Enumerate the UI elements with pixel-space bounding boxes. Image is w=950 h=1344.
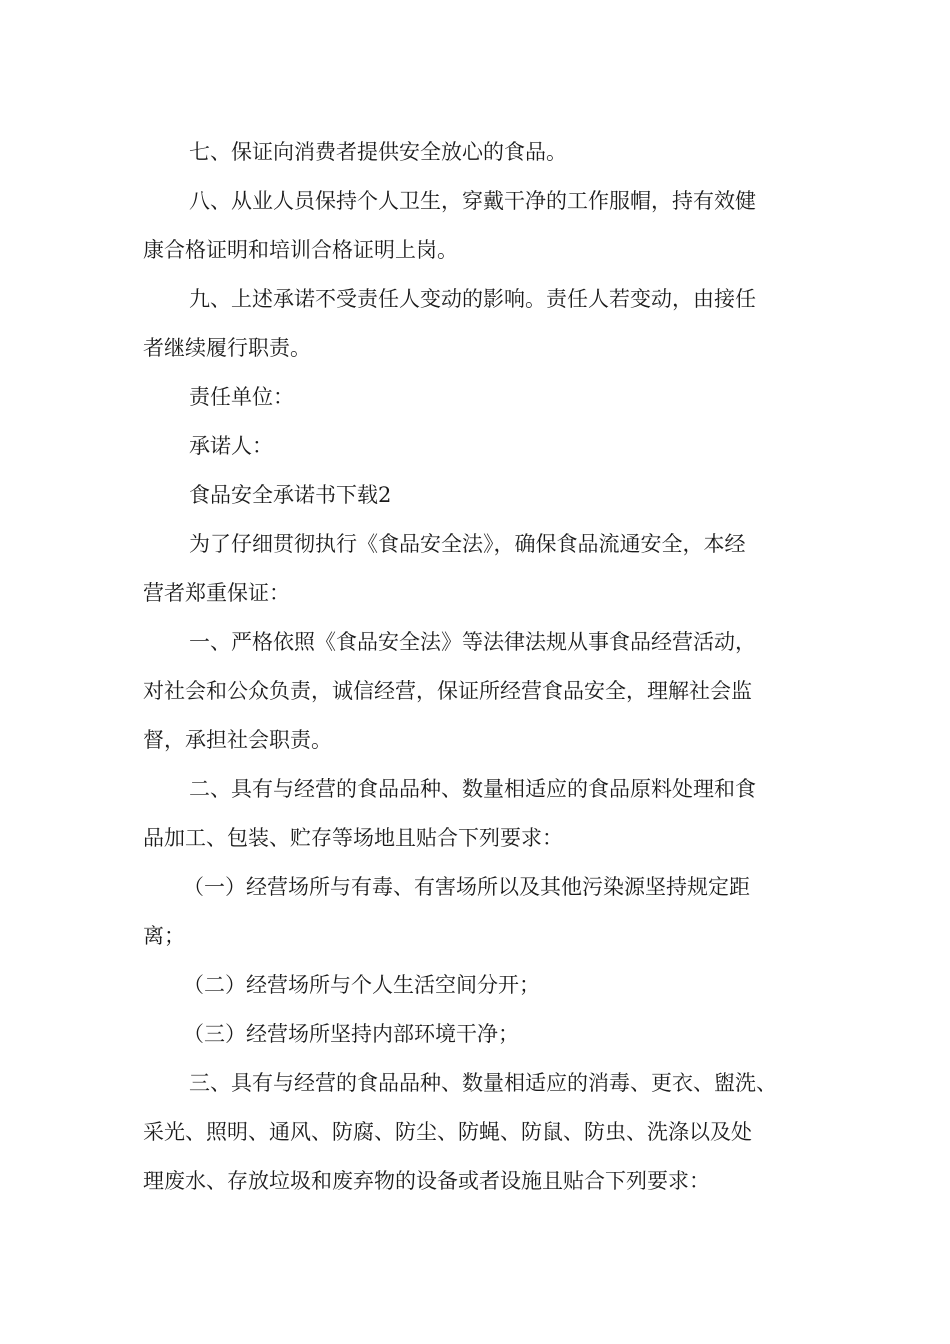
- paragraph-line: 康合格证明和培训合格证明上岗。: [143, 238, 458, 262]
- paragraph-line: （二）经营场所与个人生活空间分开；: [183, 973, 540, 997]
- section-title: [143, 471, 823, 520]
- paragraph-line: 九、上述承诺不受责任人变动的影响。责任人若变动，由接任: [189, 287, 756, 311]
- paragraph-line: 理废水、存放垃圾和废弃物的设备或者设施且贴合下列要求：: [143, 1169, 710, 1193]
- paragraph-line: 七、保证向消费者提供安全放心的食品。: [189, 140, 567, 164]
- paragraph-line: 离；: [143, 924, 185, 948]
- paragraph-line: 对社会和公众负责，诚信经营，保证所经营食品安全，理解社会监: [143, 679, 752, 703]
- paragraph-line: 责任单位：: [189, 385, 294, 409]
- paragraph-line: 一、严格依照《食品安全法》等法律法规从事食品经营活动，: [189, 630, 756, 654]
- paragraph-line: （一）经营场所与有毒、有害场所以及其他污染源坚持规定距: [183, 875, 750, 899]
- sub-item-3: [143, 1010, 823, 1059]
- paragraph-item-2: [143, 765, 823, 863]
- paragraph-item-8: [143, 177, 823, 275]
- sub-item-1: [143, 863, 823, 961]
- intro-paragraph: [143, 520, 823, 618]
- paragraph-item-3: [143, 1059, 823, 1206]
- paragraph-item-1: [143, 618, 823, 765]
- paragraph-line: 督，承担社会职责。: [143, 728, 332, 752]
- paragraph-line: 为了仔细贯彻执行《食品安全法》，确保食品流通安全，本经: [189, 532, 746, 556]
- paragraph-line: 采光、照明、通风、防腐、防尘、防蝇、防鼠、防虫、洗涤以及处: [143, 1120, 752, 1144]
- paragraph-item-7: [143, 128, 823, 177]
- paragraph-line: 食品安全承诺书下载2: [189, 483, 392, 507]
- paragraph-line: （三）经营场所坚持内部环境干净；: [183, 1022, 519, 1046]
- paragraph-line: 承诺人：: [189, 434, 273, 458]
- paragraph-line: 二、具有与经营的食品品种、数量相适应的食品原料处理和食: [189, 777, 756, 801]
- paragraph-line: 营者郑重保证：: [143, 581, 290, 605]
- sub-item-2: [143, 961, 823, 1010]
- document-body: [143, 128, 823, 1206]
- paragraph-line: 八、从业人员保持个人卫生，穿戴干净的工作服帽，持有效健: [189, 189, 756, 213]
- promisor-label: [143, 422, 823, 471]
- responsible-unit-label: [143, 373, 823, 422]
- paragraph-line: 三、具有与经营的食品品种、数量相适应的消毒、更衣、盥洗、: [189, 1071, 777, 1095]
- paragraph-item-9: [143, 275, 823, 373]
- paragraph-line: 者继续履行职责。: [143, 336, 311, 360]
- paragraph-line: 品加工、包装、贮存等场地且贴合下列要求：: [143, 826, 563, 850]
